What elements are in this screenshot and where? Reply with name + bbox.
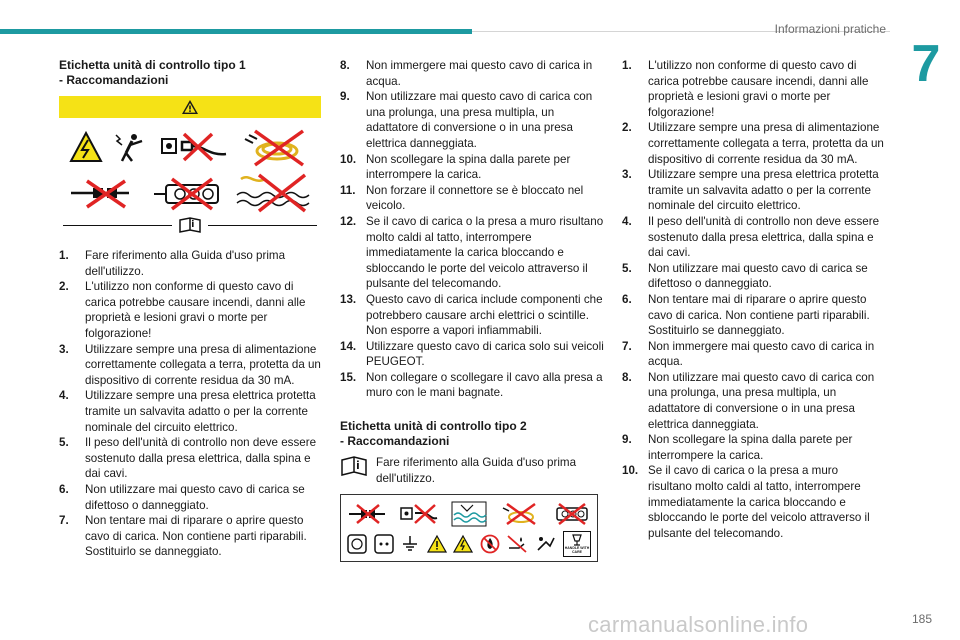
heading-type1-line2: - Raccomandazioni: [59, 73, 169, 87]
list-item: 9. Non utilizzare mai questo cavo di carica con una prolunga, una presa multipla, un adattatore di conversione o in una presa elettrica danneggiata.: [340, 90, 593, 150]
chapter-number: 7: [911, 35, 941, 93]
recommendation-list-type1: [59, 248, 321, 560]
no-plug-in-socket-icon: [399, 502, 439, 526]
column-3: [622, 58, 884, 541]
no-unplug-icon: [347, 502, 387, 526]
list-item: 6. Non utilizzare mai questo cavo di carica se difettoso o danneggiato.: [59, 482, 305, 512]
list-item: 12. Se il cavo di carica o la presa a muro risultano molto caldi al tatto, interrompere immediatamente la carica bloccando e sbloccando le porte del veicolo attraverso il pulsante del telecomando.: [340, 214, 604, 291]
heading-type2-line1: Etichetta unità di controllo tipo 2: [340, 419, 527, 434]
heading-type1: [59, 58, 321, 88]
list-item: 11. Non forzare il connettore se è bloccato nel veicolo.: [340, 183, 584, 213]
no-water-icon: [451, 501, 487, 527]
list-item: 2. L'utilizzo non conforme di questo cavo di carica potrebbe causare incendi, danni alle proprietà e lesioni gravi o morte per folgorazione!: [59, 280, 306, 340]
column-1: [59, 58, 321, 560]
list-item: 6. Non tentare mai di riparare o aprire questo cavo di carica. Non contiene parti riparabili. Sostituirlo se danneggiato.: [622, 292, 870, 338]
label2-row-1: [347, 499, 591, 529]
no-wet-hands-icon: [506, 534, 528, 554]
warning-strip: [59, 96, 321, 118]
list-item: 7. Non tentare mai di riparare o aprire questo cavo di carica. Non contiene parti riparabili. Sostituirlo se danneggiato.: [59, 514, 307, 559]
list-item: 13. Questo cavo di carica include componenti che potrebbero causare archi elettrici o scintille. Non esporre a vapori infiammabili.: [340, 292, 603, 338]
list-item: 15. Non collegare o scollegare il cavo alla presa a muro con le mani bagnate.: [340, 370, 603, 400]
heading-type1-line1: Etichetta unità di controllo tipo 1: [59, 58, 246, 72]
no-flammable-icon: [480, 534, 500, 554]
list-item: 3. Utilizzare sempre una presa elettrica protetta tramite un salvavita adatto o per la corrente nominale del circuito elettrico.: [622, 168, 879, 213]
manual-book-icon: [178, 216, 202, 234]
list-item: 3. Utilizzare sempre una presa di alimentazione correttamente collegata a terra, protetta da un dispositivo di corrente residua da 30 mA.: [59, 342, 321, 387]
control-unit-label-type2: [340, 494, 598, 562]
list-item: 8. Non utilizzare mai questo cavo di carica con una prolunga, una presa multipla, un adattatore di conversione o in una presa elettrica danneggiata.: [622, 370, 875, 431]
handle-with-care-text: HANDLE WITH CARE: [564, 546, 590, 555]
no-multi-socket-icon: [152, 175, 224, 211]
page-number: 185: [911, 612, 932, 626]
no-force-connector-icon: [535, 534, 557, 554]
list-item: 8. Non immergere mai questo cavo di carica in acqua.: [340, 59, 593, 88]
list-item: 14. Utilizzare questo cavo di carica solo sui veicoli PEUGEOT.: [340, 339, 604, 369]
list-item: 7. Non immergere mai questo cavo di carica in acqua.: [622, 339, 875, 369]
no-extension-reel-icon: [499, 502, 539, 526]
list-item: 10. Non scollegare la spina dalla parete per interrompere la carica.: [340, 152, 571, 182]
no-plug-in-socket-icon: [160, 130, 230, 164]
handle-with-care-badge: [563, 531, 591, 557]
list-item: 4. Il peso dell'unità di controllo non deve essere sostenuto dalla presa elettrica, dalla spina e dai cavi.: [622, 214, 880, 260]
electric-shock-warning-icon: [69, 131, 103, 163]
warning-triangle-icon: [181, 99, 199, 115]
list-item: 5. Il peso dell'unità di controllo non deve essere sostenuto dalla presa elettrica, dalla spina e dai cavi.: [59, 436, 317, 481]
no-multi-socket-icon: [551, 502, 591, 526]
list-item: 9. Non scollegare la spina dalla parete per interrompere la carica.: [622, 433, 853, 462]
electric-shock-warning-icon: [453, 534, 473, 554]
fragile-glass-icon: [570, 534, 584, 546]
list-item: 4. Utilizzare sempre una presa elettrica protetta tramite un salvavita adatto o per la corrente nominale del circuito elettrico.: [59, 389, 316, 434]
recommendation-list-type1-cont: [340, 58, 606, 401]
list-item: 2. Utilizzare sempre una presa di alimentazione correttamente collegata a terra, protetta da un dispositivo di corrente residua da 30 mA.: [622, 121, 884, 166]
no-unplug-while-charging-icon: [69, 175, 141, 211]
manual-book-icon: [340, 455, 368, 477]
column-2: [340, 58, 606, 562]
no-immersion-icon: [235, 171, 311, 215]
label2-row-2: [347, 529, 591, 559]
rcd-socket-icon: [347, 534, 367, 554]
warning-triangle-icon: [427, 534, 447, 554]
header-accent-bar: [0, 29, 472, 34]
no-extension-reel-icon: [241, 127, 311, 167]
heading-type2-line2: - Raccomandazioni: [340, 434, 450, 449]
list-item: 10. Se il cavo di carica o la presa a muro risultano molto caldi al tatto, interrompere immediatamente la carica bloccando e sbloccando le porte del veicolo attraverso il pulsante del telecomando.: [622, 464, 870, 540]
list-item: 1. L'utilizzo non conforme di questo cavo di carica potrebbe causare incendi, danni alle proprietà e lesioni gravi o morte per folgorazione!: [622, 59, 869, 119]
watermark: carmanualsonline.info: [588, 612, 809, 637]
section-title: Informazioni pratiche: [774, 22, 886, 36]
recommendation-list-type2: [622, 58, 884, 541]
label-icon-row-1: [63, 124, 317, 170]
manual-reference: [340, 455, 606, 486]
earthed-socket-icon: [374, 534, 394, 554]
heading-type2: [340, 419, 606, 449]
electrocuted-person-icon: [114, 131, 148, 163]
control-unit-label-type1: [59, 96, 321, 234]
list-item: 1. Fare riferimento alla Guida d'uso prima dell'utilizzo.: [59, 249, 286, 278]
manual-reference-text: Fare riferimento alla Guida d'uso prima dell'utilizzo.: [376, 456, 577, 485]
earth-ground-icon: [400, 534, 420, 554]
list-item: 5. Non utilizzare mai questo cavo di carica se difettoso o danneggiato.: [622, 261, 868, 291]
label-manual-divider: [63, 216, 317, 234]
label-icon-row-2: [63, 170, 317, 216]
